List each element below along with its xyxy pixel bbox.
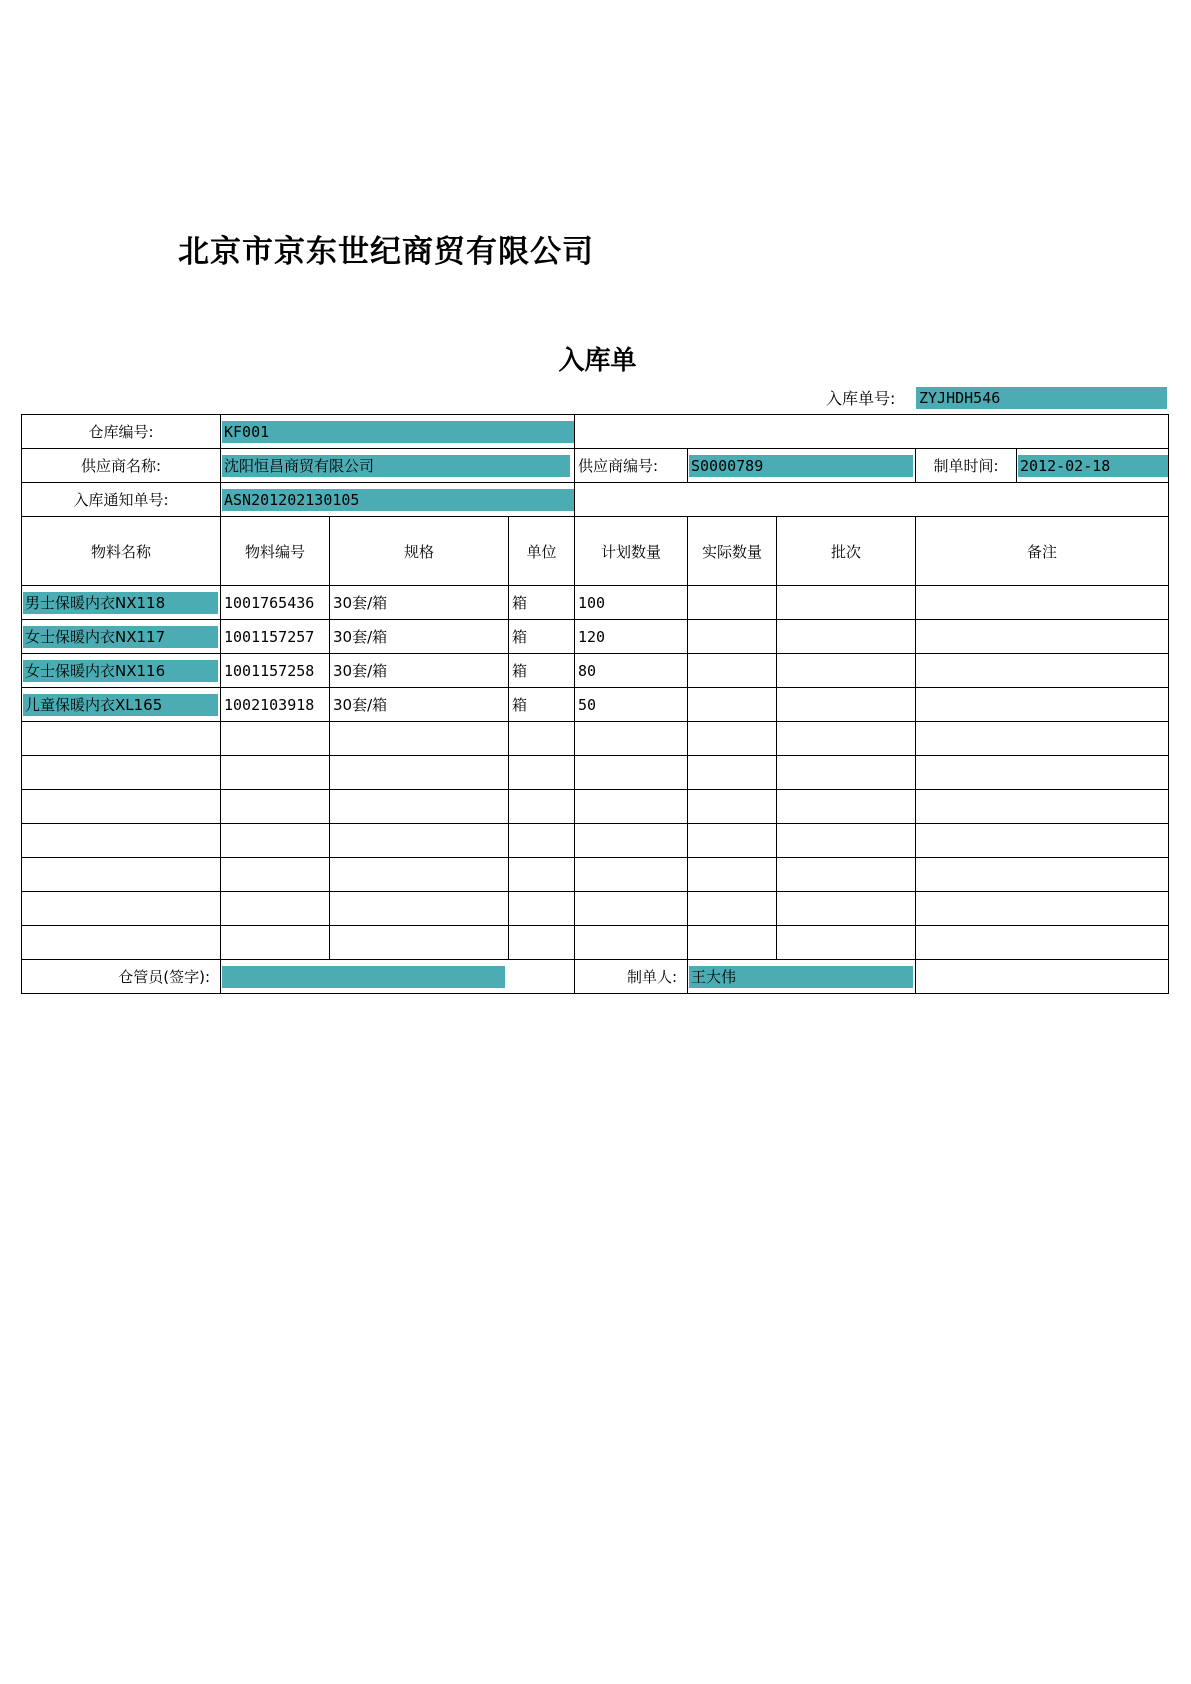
empty-row xyxy=(22,722,1169,756)
empty-cell[interactable] xyxy=(575,858,688,892)
col-header-remark: 备注 xyxy=(916,517,1169,586)
notice-no-cell xyxy=(221,483,575,517)
material-spec[interactable]: 30套/箱 xyxy=(330,586,509,620)
material-code[interactable]: 1002103918 xyxy=(221,688,330,722)
empty-cell[interactable] xyxy=(916,722,1169,756)
keeper-signature-label: 仓管员(签字): xyxy=(22,960,221,994)
empty-cell[interactable] xyxy=(777,722,916,756)
empty-cell[interactable] xyxy=(22,926,221,960)
empty-cell[interactable] xyxy=(575,790,688,824)
empty-cell[interactable] xyxy=(688,722,777,756)
empty-cell[interactable] xyxy=(22,790,221,824)
empty-cell[interactable] xyxy=(575,756,688,790)
empty-cell[interactable] xyxy=(330,790,509,824)
empty-cell[interactable] xyxy=(777,790,916,824)
table-row xyxy=(22,620,1169,654)
actual-qty[interactable] xyxy=(688,654,777,688)
order-no-value[interactable]: ZYJHDH546 xyxy=(916,387,1167,409)
empty-cell[interactable] xyxy=(916,790,1169,824)
maker-value[interactable]: 王大伟 xyxy=(689,966,913,988)
material-spec[interactable]: 30套/箱 xyxy=(330,654,509,688)
column-header-row xyxy=(22,517,1169,586)
empty-cell[interactable] xyxy=(777,824,916,858)
empty-cell[interactable] xyxy=(22,892,221,926)
supplier-name-label: 供应商名称: xyxy=(22,449,221,483)
empty-cell[interactable] xyxy=(509,858,575,892)
empty-cell[interactable] xyxy=(221,892,330,926)
col-header-material-name: 物料名称 xyxy=(22,517,221,586)
material-name[interactable]: 女士保暖内衣NX116 xyxy=(23,660,218,682)
inbound-form-table xyxy=(21,414,1169,994)
order-no-label: 入库单号: xyxy=(826,389,896,408)
batch[interactable] xyxy=(777,620,916,654)
empty-cell[interactable] xyxy=(509,926,575,960)
warehouse-row xyxy=(22,415,1169,449)
empty-cell[interactable] xyxy=(575,722,688,756)
empty-cell[interactable] xyxy=(916,756,1169,790)
empty-cell[interactable] xyxy=(509,824,575,858)
batch[interactable] xyxy=(777,688,916,722)
created-time-label: 制单时间: xyxy=(916,449,1017,483)
empty-cell[interactable] xyxy=(221,858,330,892)
supplier-code-cell xyxy=(688,449,916,483)
empty-cell[interactable] xyxy=(330,858,509,892)
col-header-material-code: 物料编号 xyxy=(221,517,330,586)
empty-cell[interactable] xyxy=(777,926,916,960)
empty-cell[interactable] xyxy=(916,926,1169,960)
notice-no-label: 入库通知单号: xyxy=(22,483,221,517)
empty-cell[interactable] xyxy=(688,790,777,824)
empty-cell[interactable] xyxy=(22,722,221,756)
material-code[interactable]: 1001157258 xyxy=(221,654,330,688)
remark[interactable] xyxy=(916,654,1169,688)
empty-cell[interactable] xyxy=(509,892,575,926)
material-name-cell xyxy=(22,654,221,688)
col-header-actual-qty: 实际数量 xyxy=(688,517,777,586)
supplier-row xyxy=(22,449,1169,483)
material-unit[interactable]: 箱 xyxy=(509,688,575,722)
empty-cell[interactable] xyxy=(509,722,575,756)
material-unit[interactable]: 箱 xyxy=(509,586,575,620)
material-name[interactable]: 女士保暖内衣NX117 xyxy=(23,626,218,648)
warehouse-code-label: 仓库编号: xyxy=(22,415,221,449)
empty-cell[interactable] xyxy=(330,892,509,926)
empty-cell[interactable] xyxy=(575,892,688,926)
actual-qty[interactable] xyxy=(688,688,777,722)
empty-row xyxy=(22,858,1169,892)
remark[interactable] xyxy=(916,688,1169,722)
material-unit[interactable]: 箱 xyxy=(509,620,575,654)
empty-cell[interactable] xyxy=(221,926,330,960)
warehouse-row-empty xyxy=(575,415,1169,449)
empty-cell[interactable] xyxy=(575,824,688,858)
supplier-code-label: 供应商编号: xyxy=(575,449,688,483)
notice-no-value[interactable]: ASN201202130105 xyxy=(222,489,574,511)
material-spec[interactable]: 30套/箱 xyxy=(330,620,509,654)
empty-row xyxy=(22,824,1169,858)
empty-cell[interactable] xyxy=(22,756,221,790)
supplier-name-value[interactable]: 沈阳恒昌商贸有限公司 xyxy=(222,455,570,477)
supplier-code-value[interactable]: S0000789 xyxy=(689,455,913,477)
plan-qty[interactable]: 50 xyxy=(575,688,688,722)
keeper-signature-value[interactable] xyxy=(222,966,505,988)
empty-row xyxy=(22,790,1169,824)
material-name-cell xyxy=(22,586,221,620)
empty-cell[interactable] xyxy=(330,756,509,790)
empty-cell[interactable] xyxy=(575,926,688,960)
company-name: 北京市京东世纪商贸有限公司 xyxy=(178,234,594,270)
col-header-batch: 批次 xyxy=(777,517,916,586)
empty-cell[interactable] xyxy=(22,858,221,892)
empty-cell[interactable] xyxy=(330,926,509,960)
empty-cell[interactable] xyxy=(777,756,916,790)
empty-cell[interactable] xyxy=(221,722,330,756)
actual-qty[interactable] xyxy=(688,620,777,654)
table-row xyxy=(22,586,1169,620)
empty-cell[interactable] xyxy=(916,892,1169,926)
material-name[interactable]: 儿童保暖内衣XL165 xyxy=(23,694,218,716)
actual-qty[interactable] xyxy=(688,586,777,620)
remark[interactable] xyxy=(916,620,1169,654)
footer-row xyxy=(22,960,1169,994)
material-name[interactable]: 男士保暖内衣NX118 xyxy=(23,592,218,614)
col-header-spec: 规格 xyxy=(330,517,509,586)
empty-cell[interactable] xyxy=(330,722,509,756)
plan-qty[interactable]: 120 xyxy=(575,620,688,654)
empty-row xyxy=(22,892,1169,926)
footer-empty xyxy=(916,960,1169,994)
empty-cell[interactable] xyxy=(916,858,1169,892)
empty-cell[interactable] xyxy=(688,926,777,960)
document-title: 入库单 xyxy=(558,346,637,376)
empty-cell[interactable] xyxy=(688,892,777,926)
empty-cell[interactable] xyxy=(688,858,777,892)
warehouse-code-value[interactable]: KF001 xyxy=(222,421,574,443)
empty-cell[interactable] xyxy=(221,756,330,790)
plan-qty[interactable]: 80 xyxy=(575,654,688,688)
col-header-plan-qty: 计划数量 xyxy=(575,517,688,586)
empty-cell[interactable] xyxy=(330,824,509,858)
empty-cell[interactable] xyxy=(777,892,916,926)
empty-cell[interactable] xyxy=(916,824,1169,858)
created-time-value[interactable]: 2012-02-18 xyxy=(1018,455,1168,477)
batch[interactable] xyxy=(777,654,916,688)
empty-cell[interactable] xyxy=(22,824,221,858)
remark[interactable] xyxy=(916,586,1169,620)
maker-cell xyxy=(688,960,916,994)
empty-row xyxy=(22,926,1169,960)
material-name-cell xyxy=(22,688,221,722)
table-row xyxy=(22,654,1169,688)
empty-cell[interactable] xyxy=(688,824,777,858)
empty-cell[interactable] xyxy=(221,824,330,858)
supplier-name-cell xyxy=(221,449,575,483)
material-spec[interactable]: 30套/箱 xyxy=(330,688,509,722)
empty-row xyxy=(22,756,1169,790)
table-row xyxy=(22,688,1169,722)
keeper-signature-cell xyxy=(221,960,575,994)
plan-qty[interactable]: 100 xyxy=(575,586,688,620)
material-code[interactable]: 1001765436 xyxy=(221,586,330,620)
material-unit[interactable]: 箱 xyxy=(509,654,575,688)
material-code[interactable]: 1001157257 xyxy=(221,620,330,654)
empty-cell[interactable] xyxy=(509,756,575,790)
batch[interactable] xyxy=(777,586,916,620)
warehouse-code-cell xyxy=(221,415,575,449)
notice-row xyxy=(22,483,1169,517)
empty-cell[interactable] xyxy=(777,858,916,892)
created-time-cell xyxy=(1017,449,1169,483)
col-header-unit: 单位 xyxy=(509,517,575,586)
empty-cell[interactable] xyxy=(221,790,330,824)
empty-cell[interactable] xyxy=(509,790,575,824)
empty-cell[interactable] xyxy=(688,756,777,790)
maker-label: 制单人: xyxy=(575,960,688,994)
material-name-cell xyxy=(22,620,221,654)
notice-row-empty xyxy=(575,483,1169,517)
